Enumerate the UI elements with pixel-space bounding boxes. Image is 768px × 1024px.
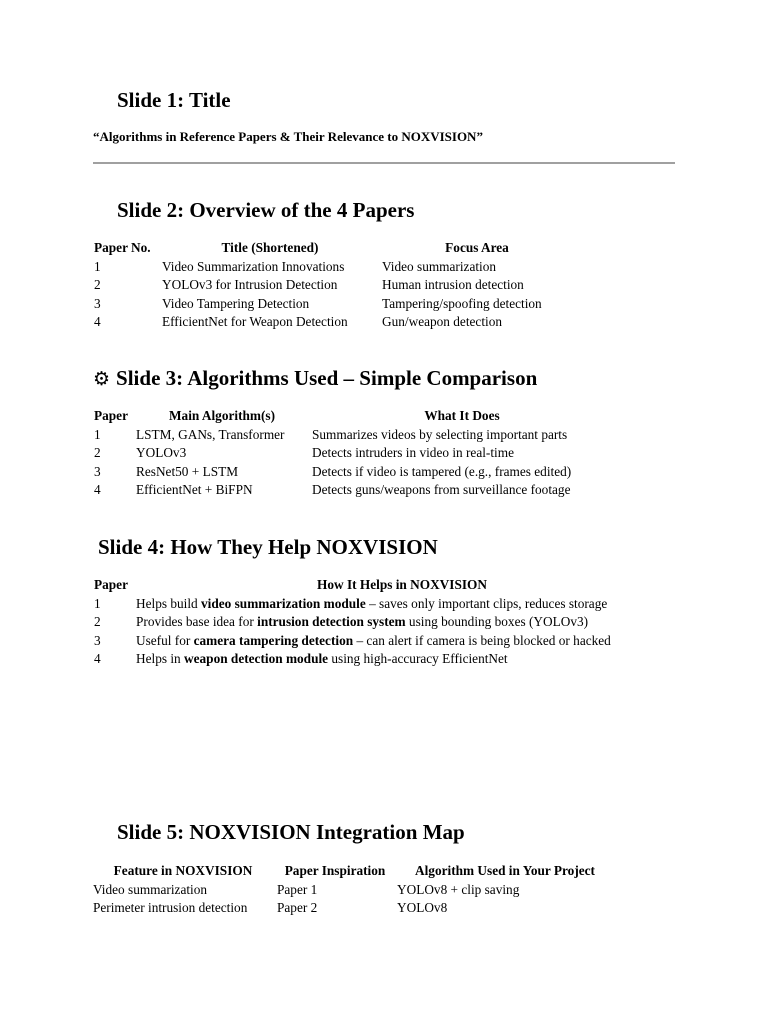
table-cell: EfficientNet + BiFPN xyxy=(136,482,253,498)
cell-text: Helps in xyxy=(136,651,185,667)
column-header: Algorithm Used in Your Project xyxy=(415,862,595,878)
cell-text: using high-accuracy EfficientNet xyxy=(328,651,508,667)
table-row xyxy=(92,481,614,500)
table-cell xyxy=(134,631,670,650)
table-cell: Detects guns/weapons from surveillance footage xyxy=(312,482,571,498)
table-cell: 1 xyxy=(94,258,101,274)
table-cell: Video Summarization Innovations xyxy=(162,258,345,274)
table-row xyxy=(92,444,614,463)
table-cell: 1 xyxy=(94,595,101,611)
divider xyxy=(93,162,675,164)
cell-text: Helps build xyxy=(136,595,202,611)
table-cell: 3 xyxy=(94,632,101,648)
table-header-row xyxy=(91,861,615,880)
column-header: Title (Shortened) xyxy=(221,239,319,255)
table-cell: 4 xyxy=(94,651,101,667)
column-header: How It Helps in NOXVISION xyxy=(317,576,487,592)
table-row xyxy=(92,313,574,332)
table-row xyxy=(92,257,574,276)
table-header-row xyxy=(92,238,574,257)
table-cell: Tampering/spoofing detection xyxy=(382,295,542,311)
slide3-title xyxy=(93,366,537,391)
table-row xyxy=(92,294,574,313)
table-cell: 3 xyxy=(94,295,101,311)
table-cell: Video summarization xyxy=(382,258,497,274)
cell-text: – saves only important clips, reduces storage xyxy=(365,595,608,611)
column-header: Main Algorithm(s) xyxy=(169,407,275,423)
table-row xyxy=(91,899,615,918)
table-row xyxy=(92,650,670,669)
table-cell: 2 xyxy=(94,277,101,293)
slide3-table xyxy=(92,406,614,499)
cell-text: using bounding boxes (YOLOv3) xyxy=(405,614,589,630)
table-row xyxy=(92,613,670,632)
table-cell: EfficientNet for Weapon Detection xyxy=(162,314,348,330)
table-row xyxy=(92,631,670,650)
table-row xyxy=(91,880,615,899)
table-header-row xyxy=(92,575,670,594)
slide1-title: Slide 1: Title xyxy=(117,88,231,112)
table-cell: 3 xyxy=(94,463,101,479)
table-cell: YOLOv8 + clip saving xyxy=(397,881,520,897)
slide4-title: Slide 4: How They Help NOXVISION xyxy=(98,535,438,559)
table-cell xyxy=(134,650,670,669)
table-cell: 4 xyxy=(94,314,101,330)
cell-emphasis: video summarization module xyxy=(201,595,366,611)
column-header: Paper xyxy=(94,576,128,592)
slide2-title: Slide 2: Overview of the 4 Papers xyxy=(117,198,415,222)
table-cell: Detects intruders in video in real-time xyxy=(312,445,514,461)
table-cell: 2 xyxy=(94,614,101,630)
gear-icon: ⚙ xyxy=(93,368,111,390)
column-header: Paper No. xyxy=(94,239,151,255)
table-cell: YOLOv3 xyxy=(136,445,187,461)
table-header-row xyxy=(92,406,614,425)
table-cell: ResNet50 + LSTM xyxy=(136,463,239,479)
table-cell: 1 xyxy=(94,426,101,442)
table-cell xyxy=(134,613,670,632)
cell-text: Useful for xyxy=(136,632,194,648)
table-cell: Video summarization xyxy=(93,881,208,897)
slide1-subtitle: “Algorithms in Reference Papers & Their Relevance to NOXVISION” xyxy=(93,129,483,144)
slide2-table xyxy=(92,238,574,331)
table-cell: 4 xyxy=(94,482,101,498)
cell-text: – can alert if camera is being blocked or hacked xyxy=(353,632,611,648)
column-header: Focus Area xyxy=(445,239,509,255)
table-cell: 2 xyxy=(94,445,101,461)
table-cell xyxy=(134,594,670,613)
slide5-title: Slide 5: NOXVISION Integration Map xyxy=(117,820,465,844)
cell-text: Provides base idea for xyxy=(136,614,258,630)
table-cell: YOLOv3 for Intrusion Detection xyxy=(162,277,338,293)
table-cell: Perimeter intrusion detection xyxy=(93,900,248,916)
column-header: Paper Inspiration xyxy=(284,862,386,878)
table-row xyxy=(92,462,614,481)
table-cell: LSTM, GANs, Transformer xyxy=(136,426,285,442)
column-header: What It Does xyxy=(424,407,500,423)
table-cell: Detects if video is tampered (e.g., frames edited) xyxy=(312,463,572,479)
cell-emphasis: camera tampering detection xyxy=(193,632,354,648)
table-cell: Paper 2 xyxy=(277,900,318,916)
slide3-title-text: Slide 3: Algorithms Used – Simple Comparison xyxy=(116,366,538,390)
table-cell: Human intrusion detection xyxy=(382,277,524,293)
table-row xyxy=(92,276,574,295)
cell-emphasis: weapon detection module xyxy=(184,651,329,667)
table-row xyxy=(92,425,614,444)
table-row xyxy=(92,594,670,613)
slide4-table xyxy=(92,575,670,668)
table-cell: Video Tampering Detection xyxy=(162,295,310,311)
table-cell: Summarizes videos by selecting important parts xyxy=(312,426,568,442)
column-header: Paper xyxy=(94,407,128,423)
table-cell: Paper 1 xyxy=(277,881,318,897)
cell-emphasis: intrusion detection system xyxy=(257,614,406,630)
slide5-table xyxy=(91,861,615,917)
column-header: Feature in NOXVISION xyxy=(113,862,253,878)
table-cell: YOLOv8 xyxy=(397,900,448,916)
table-cell: Gun/weapon detection xyxy=(382,314,503,330)
